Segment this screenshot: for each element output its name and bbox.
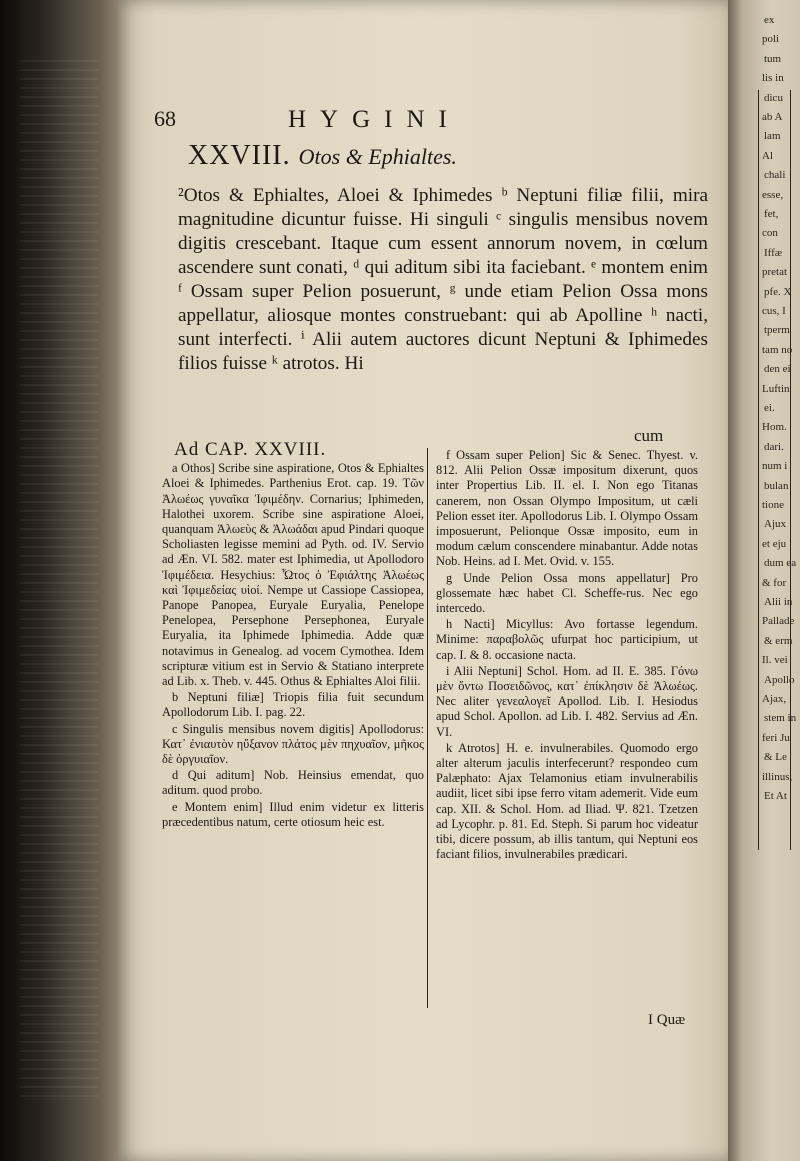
next-page-rule: [758, 90, 759, 850]
running-head: HYGINI: [288, 106, 461, 133]
next-page-fragment: & Le: [764, 751, 787, 764]
next-page-fragment: Ajux: [764, 518, 786, 531]
next-page-fragment: chali: [764, 169, 786, 182]
next-page-fragment: Et At: [764, 790, 787, 802]
note: b Neptuni filiæ] Triopis filia fuit secundum Apollodorum Lib. I. pag. 22.: [162, 690, 424, 720]
next-page-fragment: Il. vei: [762, 654, 788, 667]
note: a Othos] Scribe sine aspiratione, Otos & Ephialtes Aloei & Iphimedes. Parthenius Erot. cap. 19. Τῶν Ἀλωέως γυναῖκα Ἰφιμέδην. Cornarius; Iphimeden, Halothei uxorem. Scribe sine aspiratione Aloei, quanquam Ἀλωεὺς & Ἀλωάδαι apud Pindari quoque Scholiasten legisse memini ad Pyth. od. IV. Servio ad Æn. VI. 582. mater est Iphimedia, ut Apollodoro Ἰφιμέδεια. Hesychius: Ὦτος ὁ Ἐφιάλτης Ἀλωέως καὶ Ἰφιμεδείας υἱοί. Nempe ut Cassiope Cassiopea, Panope Panopea, Euryale Euryalia, Penelope Penelopea, Persephone Persephonea, Euryale Euryalia, ita Iphimede Iphimedia. Adde quæ notavimus in Genealog. ad vocem Cymothea. Idem scripturæ vitium est in Servio & Statiano interprete ad Lib. x. Theb. v. 445. Othus & Ephialtes Aloi filii.: [162, 461, 424, 689]
next-page-fragment: den ei: [764, 363, 791, 376]
chapter-heading: [188, 140, 708, 172]
next-page-fragment: dum ea: [764, 557, 797, 570]
note: i Alii Neptuni] Schol. Hom. ad II. E. 385. Γόνω μὲν ὄντω Ποσειδῶνος, κατ᾽ ἐπίκλησιν δὲ Ἀλωέως. Nec aliter γενεαλογεῖ Apollod. Lib. I. Hesiodus apud Schol. Apollon. ad Lib. I. 482. Servius ad Æn. VI.: [436, 663, 698, 739]
next-page-fragment: tum: [764, 52, 782, 65]
next-page-fragment: con: [762, 227, 778, 240]
main-text: [178, 184, 708, 376]
next-page-rule: [790, 90, 791, 850]
next-page-fragment: Iffæ: [764, 246, 783, 259]
book-binding: [0, 0, 118, 1161]
main-paragraph: ²Otos & Ephialtes, Aloei & Iphimedes ᵇ Neptuni filiæ filii, mira magnitudine dicuntur fuisse. Hi singuli ᶜ singulis mensibus novem digitis crescebant. Itaque cum essent annorum novem, in cœlum ascendere sunt conati, ᵈ qui aditum sibi ita faciebant. ᵉ montem enim ᶠ Ossam super Pelion posuerunt, ᵍ unde etiam Pelion Ossa mons appellatur, aliosque montes construebant: qui ab Apolline ʰ nacti, sunt interfecti. ⁱ Alii autem auctores dicunt Neptuni & Iphimedes filios fuisse ᵏ atrotos. Hi: [178, 185, 708, 374]
next-page-fragment: Pallade: [762, 615, 795, 628]
note: h Nacti] Micyllus: Avo fortasse legendum. Minime: παραβολῶς ufurpat hoc participium, ut cap. I. & 8. occasione nacta.: [436, 617, 698, 662]
next-page-fragment: Ajax,: [762, 693, 787, 705]
next-page-fragment: ex: [764, 14, 775, 26]
next-page-fragment: dicu: [764, 91, 783, 104]
next-page-fragment: Hom.: [762, 421, 787, 434]
page-number: 68: [154, 106, 176, 131]
next-page-fragment: & erm: [764, 634, 793, 647]
next-page-fragment: feri Ju: [762, 731, 790, 744]
notes-catchword: I Quæ: [648, 1012, 686, 1028]
next-page-fragment: pfe. X: [764, 285, 792, 298]
next-page-fragment: et eju: [762, 537, 787, 550]
next-page-fragment: tam no: [762, 343, 793, 356]
next-page-fragment: num i: [762, 460, 788, 473]
note: k Atrotos] H. e. invulnerabiles. Quomodo ergo alter alterum jaculis interfecerunt? respondeo cum Palæphato: Ajax Telamonius etiam invulnerabilis audiit, licet sibi ipse ferro vitam ademerit. Vide eum cap. XII. & Schol. Hom. ad Iliad. Ψ. 821. Tzetzen ad Lycophr. p. 81. Ed. Steph. Si parum hoc videatur tibi, dicere possum, ab illis tantum, qui Neptuni eos faciant filios, invulnerabiles prædicari.: [436, 740, 698, 862]
note: f Ossam super Pelion] Sic & Senec. Thyest. v. 812. Alii Pelion Ossæ impositum dixerunt, quos inter Propertius Lib. II. el. I. Non ego Titanas canerem, non Ossan Olympo Impositum, ut cæli Pelion esset iter. Apollodorus Lib. I. Olympo Ossam imposuerunt, Pelionque Ossæ imposito, eum in modum cælum conscendere minabantur. Adde notas Nob. Heins. ad I. Met. Ovid. v. 155.: [436, 448, 698, 569]
next-page-fragment: poli: [762, 33, 780, 46]
next-page-fragment: & for: [762, 576, 787, 589]
next-page-fragment: ei.: [764, 402, 775, 414]
next-page-fragment: Al: [762, 149, 773, 162]
next-page-fragment: tione: [762, 499, 784, 511]
next-page-fragment: lam: [764, 130, 781, 143]
next-page-fragment: fet,: [764, 208, 779, 220]
next-page-fragment: Apollo: [764, 673, 795, 686]
notes-column-right: [436, 448, 698, 863]
next-page-fragment: cus, I: [762, 305, 786, 317]
next-page-fragment: Luftin: [762, 382, 790, 395]
next-page-fragment: stem in: [764, 712, 797, 725]
note: d Qui aditum] Nob. Heinsius emendat, quo aditum. quod probo.: [162, 768, 424, 798]
binding-texture: [20, 60, 98, 1100]
note: c Singulis mensibus novem digitis] Apollodorus: Κατ᾽ ἐνιαυτὸν ηὔξανον πλάτος μὲν πηχυαῖον, μῆκος δὲ ὀργυιαῖον.: [162, 721, 424, 767]
chapter-number: XXVIII.: [188, 140, 291, 171]
next-page-fragment: dari.: [764, 440, 784, 453]
notes-header: Ad CAP. XXVIII.: [174, 439, 327, 460]
book-page: [118, 0, 728, 1161]
next-page-fragment: pretat: [762, 266, 788, 279]
column-divider: [427, 448, 428, 1008]
next-page-fragment: ab A: [762, 111, 783, 123]
next-page-fragment: bulan: [764, 479, 789, 492]
next-page-fragment: tperm: [764, 324, 790, 337]
main-catchword: cum: [634, 426, 664, 445]
next-page-fragment: illinus,: [762, 770, 793, 783]
note: g Unde Pelion Ossa mons appellatur] Pro glossemate hæc habet Cl. Scheffe-rus. Nec ego intercedo.: [436, 570, 698, 616]
next-page-fragment: lis in: [762, 72, 784, 85]
next-page-fragment: Alii in: [764, 596, 793, 608]
next-page-edge: [728, 0, 800, 1161]
next-page-fragment: esse,: [762, 188, 784, 201]
note: e Montem enim] Illud enim videtur ex litteris præcedentibus natum, certe otiosum heic est.: [162, 799, 424, 829]
chapter-title: Otos & Ephialtes.: [298, 144, 457, 169]
notes-column-left: [162, 439, 424, 831]
